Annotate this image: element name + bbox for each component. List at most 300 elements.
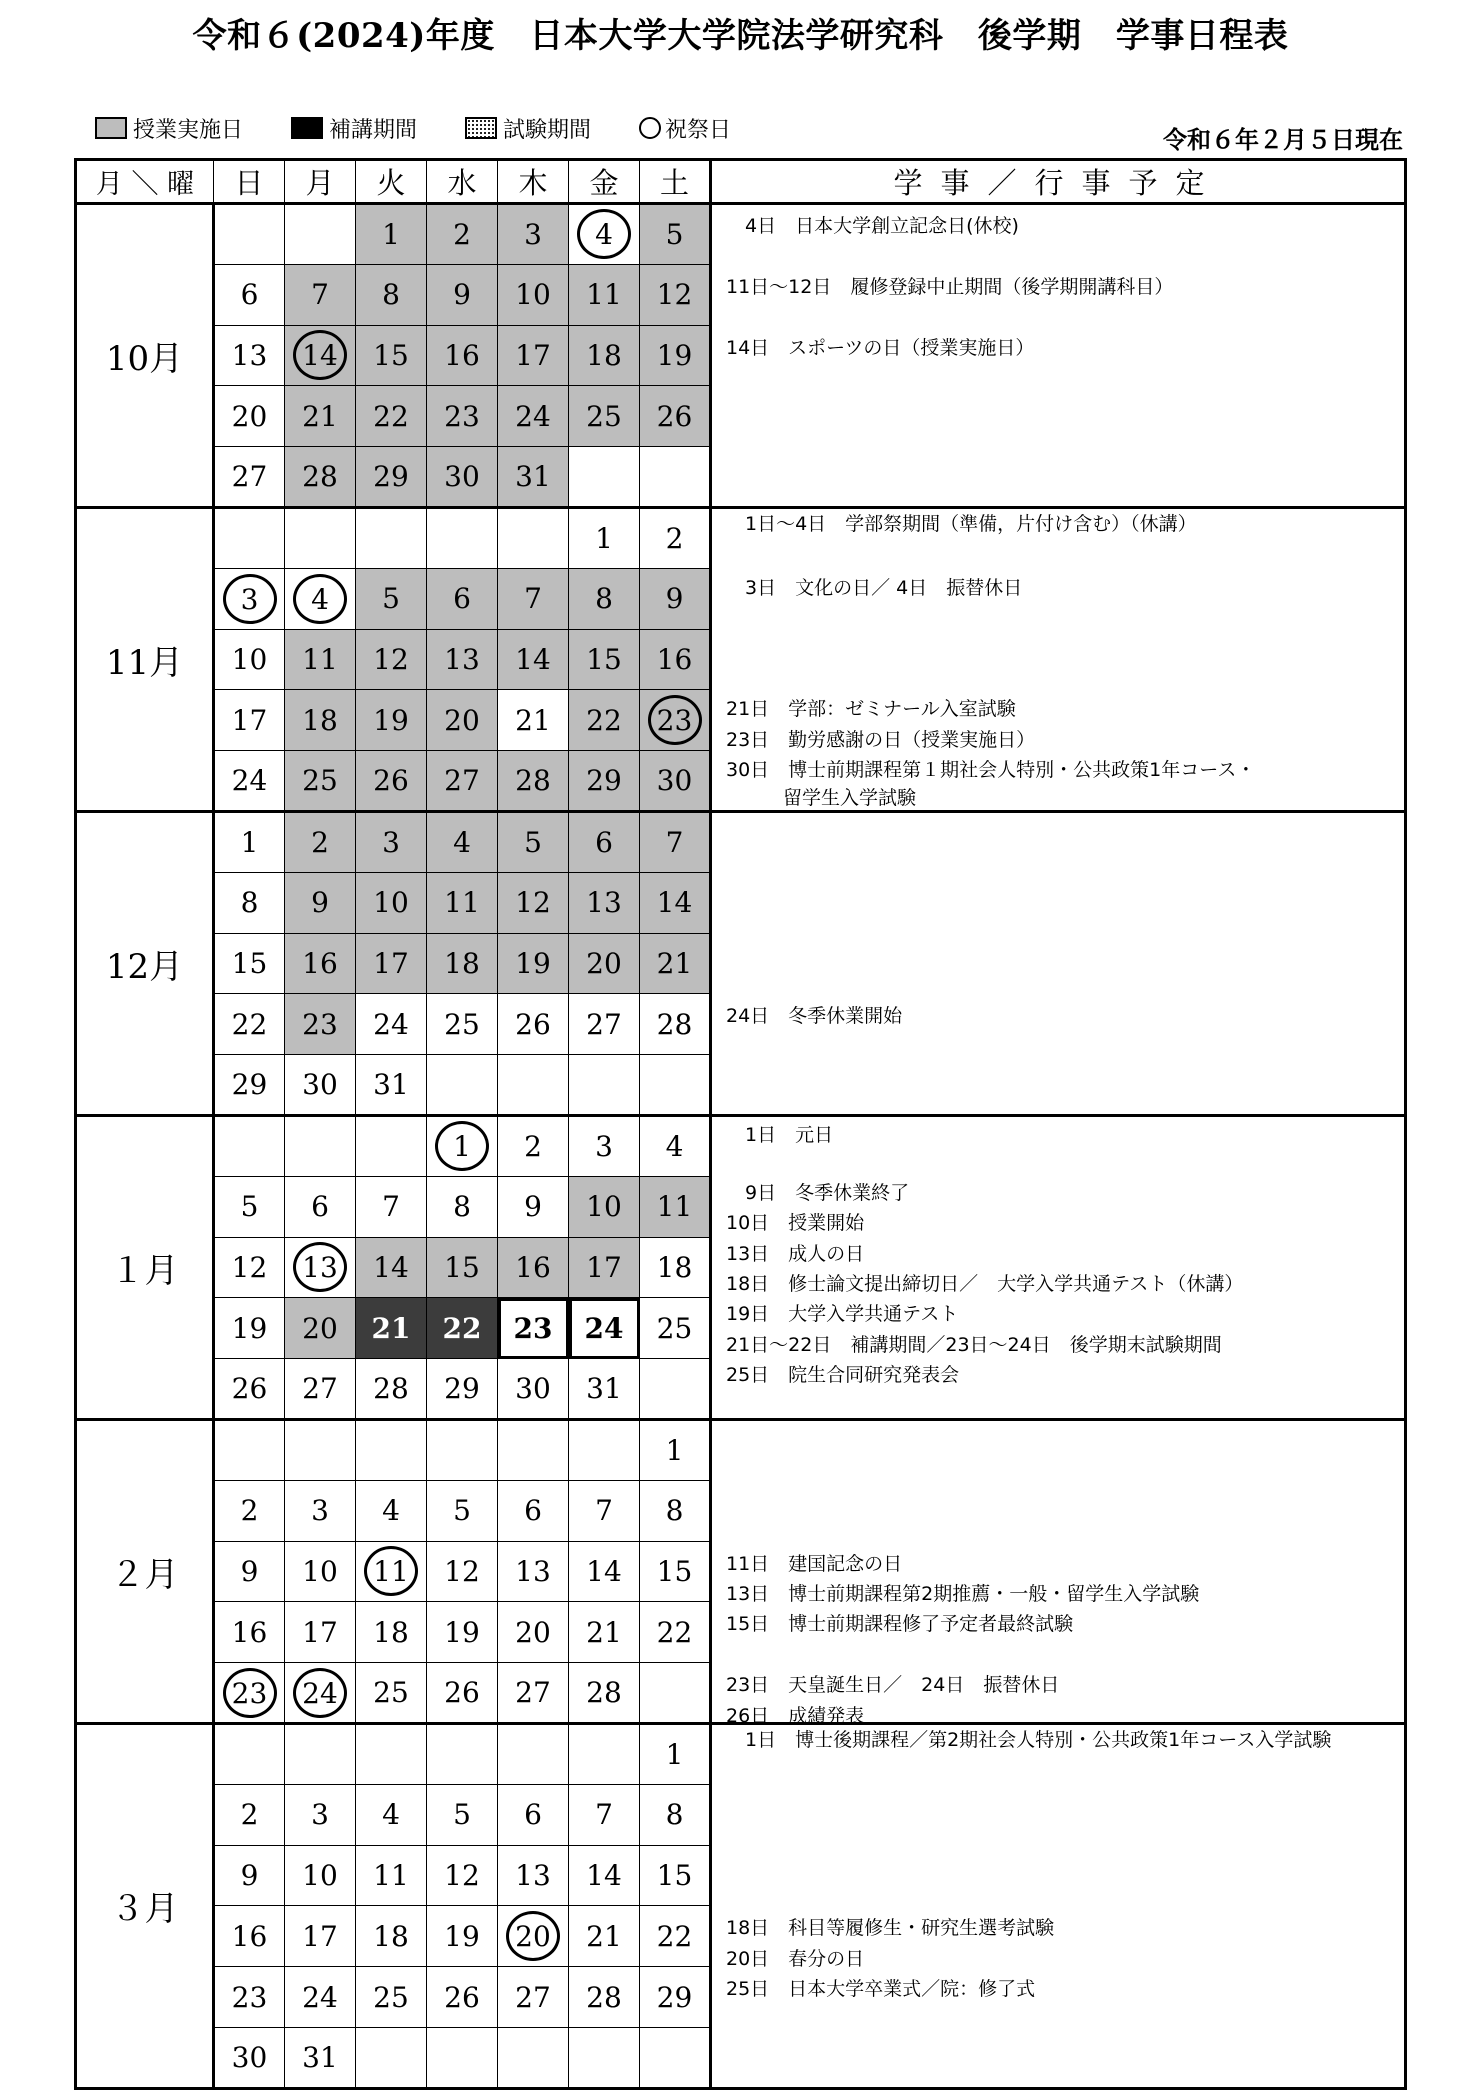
event-line: 11日 建国記念の日 xyxy=(726,1552,903,1575)
gray-swatch-icon xyxy=(95,117,127,139)
event-line: 24日 冬季休業開始 xyxy=(726,1005,903,1028)
day-cell: 31 xyxy=(569,1359,640,1420)
day-cell: 28 xyxy=(356,1359,427,1420)
day-cell: 25 xyxy=(569,386,640,447)
empty-day-cell xyxy=(285,507,356,568)
day-cell: 20 xyxy=(285,1298,356,1359)
day-cell: 10 xyxy=(285,1541,356,1602)
day-cell: 11 xyxy=(427,872,498,933)
day-cell xyxy=(285,325,356,386)
day-cell xyxy=(285,568,356,629)
day-cell: 12 xyxy=(214,1237,285,1298)
empty-day-cell xyxy=(640,1663,711,1724)
day-cell: 30 xyxy=(640,751,711,812)
day-cell: 10 xyxy=(356,872,427,933)
day-cell: 31 xyxy=(356,1055,427,1116)
empty-day-cell xyxy=(427,507,498,568)
empty-day-cell xyxy=(214,1723,285,1784)
legend-item-exam xyxy=(465,113,591,144)
day-cell xyxy=(285,1237,356,1298)
day-cell: 3 xyxy=(356,811,427,872)
day-cell: 22 xyxy=(214,994,285,1055)
day-cell: 15 xyxy=(427,1237,498,1298)
month-label: １月 xyxy=(76,1115,214,1419)
empty-day-cell xyxy=(285,204,356,265)
day-cell: 27 xyxy=(498,1967,569,2028)
month-label: 10月 xyxy=(76,204,214,508)
day-cell: 19 xyxy=(356,690,427,751)
day-cell: 18 xyxy=(640,1237,711,1298)
day-cell: 26 xyxy=(356,751,427,812)
day-cell: 22 xyxy=(569,690,640,751)
weekday-header: 火 xyxy=(356,160,427,204)
day-cell: 14 xyxy=(569,1845,640,1906)
event-line: 21日 学部：ゼミナール入室試験 xyxy=(726,698,1016,721)
day-cell: 16 xyxy=(285,933,356,994)
holiday-circle: 20 xyxy=(506,1911,560,1961)
empty-day-cell xyxy=(356,1723,427,1784)
day-cell: 16 xyxy=(640,629,711,690)
day-cell: 5 xyxy=(427,1784,498,1845)
day-cell: 6 xyxy=(427,568,498,629)
day-cell: 23 xyxy=(427,386,498,447)
event-line: 9日 冬季休業終了 xyxy=(726,1181,910,1204)
day-cell: 26 xyxy=(427,1967,498,2028)
day-cell: 13 xyxy=(569,872,640,933)
day-cell xyxy=(285,1663,356,1724)
empty-day-cell xyxy=(498,1055,569,1116)
day-cell: 19 xyxy=(498,933,569,994)
empty-day-cell xyxy=(427,1055,498,1116)
day-cell xyxy=(214,1663,285,1724)
day-cell: 6 xyxy=(285,1176,356,1237)
legend xyxy=(95,112,779,144)
day-cell: 27 xyxy=(569,994,640,1055)
weekday-header: 水 xyxy=(427,160,498,204)
day-cell: 15 xyxy=(356,325,427,386)
day-cell: 3 xyxy=(285,1784,356,1845)
day-cell: 5 xyxy=(214,1176,285,1237)
day-cell: 15 xyxy=(569,629,640,690)
month-label: 12月 xyxy=(76,811,214,1115)
event-line: 14日 スポーツの日（授業実施日） xyxy=(726,336,1035,359)
day-cell: 28 xyxy=(569,1967,640,2028)
day-cell xyxy=(214,568,285,629)
day-cell: 29 xyxy=(356,447,427,508)
day-cell xyxy=(498,1906,569,1967)
day-cell: 7 xyxy=(569,1784,640,1845)
empty-day-cell xyxy=(498,1723,569,1784)
black-swatch-icon xyxy=(291,117,323,139)
empty-day-cell xyxy=(569,2027,640,2088)
day-cell: 16 xyxy=(214,1906,285,1967)
holiday-circle: 23 xyxy=(223,1668,277,1718)
day-cell: 17 xyxy=(498,325,569,386)
event-line: 1日 博士後期課程／第2期社会人特別・公共政策1年コース入学試験 xyxy=(726,1728,1332,1751)
event-line: 25日 院生合同研究発表会 xyxy=(726,1364,960,1387)
day-cell: 23 xyxy=(285,994,356,1055)
day-cell: 12 xyxy=(640,264,711,325)
day-cell: 17 xyxy=(356,933,427,994)
event-line: 20日 春分の日 xyxy=(726,1947,865,1970)
empty-day-cell xyxy=(356,1115,427,1176)
week-row xyxy=(76,507,1406,568)
day-cell: 9 xyxy=(285,872,356,933)
legend-item-holiday xyxy=(639,113,731,144)
day-cell: 8 xyxy=(214,872,285,933)
weekday-header: 木 xyxy=(498,160,569,204)
holiday-circle: 13 xyxy=(293,1242,347,1292)
day-cell: 22 xyxy=(640,1602,711,1663)
day-cell: 18 xyxy=(356,1906,427,1967)
day-cell: 11 xyxy=(569,264,640,325)
empty-day-cell xyxy=(285,1723,356,1784)
day-cell: 7 xyxy=(569,1480,640,1541)
day-cell: 8 xyxy=(356,264,427,325)
holiday-circle: 24 xyxy=(293,1668,347,1718)
day-cell: 25 xyxy=(640,1298,711,1359)
week-row xyxy=(76,811,1406,872)
month-label: ２月 xyxy=(76,1419,214,1723)
day-cell: 24 xyxy=(285,1967,356,2028)
empty-day-cell xyxy=(214,204,285,265)
day-cell: 9 xyxy=(427,264,498,325)
day-cell: 21 xyxy=(640,933,711,994)
day-cell: 7 xyxy=(640,811,711,872)
day-cell: 4 xyxy=(356,1784,427,1845)
day-cell: 10 xyxy=(285,1845,356,1906)
day-cell: 24 xyxy=(214,751,285,812)
holiday-circle: 14 xyxy=(293,330,347,380)
holiday-circle: 11 xyxy=(364,1546,418,1596)
weekday-header: 日 xyxy=(214,160,285,204)
day-cell: 7 xyxy=(356,1176,427,1237)
event-line: 13日 成人の日 xyxy=(726,1242,865,1265)
event-line: 23日 天皇誕生日／ 24日 振替休日 xyxy=(726,1674,1060,1697)
day-cell: 13 xyxy=(427,629,498,690)
event-line: 10日 授業開始 xyxy=(726,1212,865,1235)
events-cell xyxy=(711,507,1406,811)
empty-day-cell xyxy=(640,1055,711,1116)
day-cell: 30 xyxy=(214,2027,285,2088)
legend-item-class-day xyxy=(95,113,243,144)
day-cell: 4 xyxy=(427,811,498,872)
day-cell: 19 xyxy=(427,1602,498,1663)
events-cell xyxy=(711,1419,1406,1727)
day-cell: 21 xyxy=(285,386,356,447)
day-cell: 2 xyxy=(640,507,711,568)
events-cell xyxy=(711,1115,1406,1419)
empty-day-cell xyxy=(356,1419,427,1480)
day-cell: 20 xyxy=(569,933,640,994)
empty-day-cell xyxy=(640,1359,711,1420)
day-cell: 2 xyxy=(498,1115,569,1176)
week-row xyxy=(76,1115,1406,1176)
day-cell: 18 xyxy=(285,690,356,751)
day-cell: 29 xyxy=(569,751,640,812)
day-cell: 12 xyxy=(498,872,569,933)
calendar-table xyxy=(74,158,1407,2090)
day-cell: 11 xyxy=(285,629,356,690)
day-cell: 29 xyxy=(427,1359,498,1420)
empty-day-cell xyxy=(427,1419,498,1480)
day-cell: 8 xyxy=(640,1784,711,1845)
empty-day-cell xyxy=(498,507,569,568)
event-line: 留学生入学試験 xyxy=(726,786,917,809)
empty-day-cell xyxy=(498,1419,569,1480)
legend-label: 試験期間 xyxy=(503,117,592,143)
event-line: 18日 修士論文提出締切日／ 大学入学共通テスト（休講） xyxy=(726,1272,1244,1295)
day-cell: 2 xyxy=(214,1784,285,1845)
day-cell: 23 xyxy=(498,1298,569,1359)
day-cell: 1 xyxy=(356,204,427,265)
day-cell: 23 xyxy=(214,1967,285,2028)
empty-day-cell xyxy=(285,1115,356,1176)
day-cell: 7 xyxy=(498,568,569,629)
holiday-circle: 4 xyxy=(577,209,631,259)
header-row xyxy=(76,160,1406,204)
weekday-header: 金 xyxy=(569,160,640,204)
day-cell: 3 xyxy=(285,1480,356,1541)
empty-day-cell xyxy=(569,1723,640,1784)
month-label: ３月 xyxy=(76,1723,214,2088)
day-cell: 25 xyxy=(356,1967,427,2028)
day-cell: 12 xyxy=(427,1541,498,1602)
day-cell: 11 xyxy=(356,1845,427,1906)
day-cell: 6 xyxy=(498,1480,569,1541)
week-row xyxy=(76,1723,1406,1784)
day-cell: 16 xyxy=(427,325,498,386)
day-cell: 18 xyxy=(569,325,640,386)
day-cell: 22 xyxy=(427,1298,498,1359)
holiday-circle: 23 xyxy=(648,695,702,745)
day-cell xyxy=(356,1541,427,1602)
day-cell: 21 xyxy=(569,1906,640,1967)
holiday-circle: 1 xyxy=(435,1121,489,1171)
day-cell: 30 xyxy=(427,447,498,508)
day-cell: 3 xyxy=(569,1115,640,1176)
event-line: 26日 成績発表 xyxy=(726,1704,865,1727)
day-cell: 28 xyxy=(640,994,711,1055)
page-title: 令和６(2024)年度 日本大学大学院法学研究科 後学期 学事日程表 xyxy=(192,16,1289,56)
day-cell: 7 xyxy=(285,264,356,325)
day-cell: 19 xyxy=(640,325,711,386)
events-cell xyxy=(711,811,1406,1115)
event-line: 15日 博士前期課程修了予定者最終試験 xyxy=(726,1613,1074,1636)
day-cell: 5 xyxy=(427,1480,498,1541)
week-row xyxy=(76,204,1406,265)
day-cell: 27 xyxy=(285,1359,356,1420)
empty-day-cell xyxy=(569,1055,640,1116)
weekday-header: 土 xyxy=(640,160,711,204)
month-weekday-header: 月 ＼ 曜 xyxy=(76,160,214,204)
day-cell: 10 xyxy=(569,1176,640,1237)
day-cell: 4 xyxy=(356,1480,427,1541)
day-cell: 15 xyxy=(640,1541,711,1602)
event-line: 4日 日本大学創立記念日(休校) xyxy=(726,215,1019,238)
day-cell: 21 xyxy=(569,1602,640,1663)
day-cell: 22 xyxy=(640,1906,711,1967)
day-cell: 31 xyxy=(285,2027,356,2088)
day-cell: 12 xyxy=(356,629,427,690)
events-header: 学事／行事予定 xyxy=(711,160,1406,204)
day-cell: 25 xyxy=(356,1663,427,1724)
day-cell: 12 xyxy=(427,1845,498,1906)
events-cell xyxy=(711,1723,1406,2088)
day-cell: 8 xyxy=(640,1480,711,1541)
day-cell: 9 xyxy=(214,1541,285,1602)
day-cell: 9 xyxy=(214,1845,285,1906)
day-cell: 1 xyxy=(640,1419,711,1480)
legend-label: 補講期間 xyxy=(329,117,418,143)
day-cell: 27 xyxy=(427,751,498,812)
day-cell: 24 xyxy=(356,994,427,1055)
day-cell: 19 xyxy=(214,1298,285,1359)
event-line: 19日 大学入学共通テスト xyxy=(726,1303,959,1326)
empty-day-cell xyxy=(640,447,711,508)
day-cell: 2 xyxy=(214,1480,285,1541)
empty-day-cell xyxy=(356,507,427,568)
day-cell: 5 xyxy=(356,568,427,629)
empty-day-cell xyxy=(498,2027,569,2088)
day-cell: 29 xyxy=(214,1055,285,1116)
day-cell: 29 xyxy=(640,1967,711,2028)
legend-label: 授業実施日 xyxy=(133,117,244,143)
day-cell: 28 xyxy=(285,447,356,508)
day-cell: 16 xyxy=(498,1237,569,1298)
day-cell: 27 xyxy=(498,1663,569,1724)
empty-day-cell xyxy=(285,1419,356,1480)
day-cell: 14 xyxy=(640,872,711,933)
circle-icon xyxy=(639,117,661,139)
event-line: 18日 科目等履修生・研究生選考試験 xyxy=(726,1917,1055,1940)
day-cell: 18 xyxy=(427,933,498,994)
day-cell: 5 xyxy=(640,204,711,265)
event-line: 25日 日本大学卒業式／院：修了式 xyxy=(726,1978,1036,2001)
day-cell: 30 xyxy=(285,1055,356,1116)
event-line: 21日～22日 補講期間／23日～24日 後学期末試験期間 xyxy=(726,1333,1222,1356)
day-cell: 4 xyxy=(640,1115,711,1176)
day-cell: 2 xyxy=(285,811,356,872)
day-cell: 13 xyxy=(498,1845,569,1906)
event-line: 23日 勤労感謝の日（授業実施日） xyxy=(726,728,1036,751)
day-cell: 6 xyxy=(214,264,285,325)
day-cell: 26 xyxy=(640,386,711,447)
empty-day-cell xyxy=(427,1723,498,1784)
day-cell: 16 xyxy=(214,1602,285,1663)
day-cell: 14 xyxy=(569,1541,640,1602)
day-cell: 10 xyxy=(214,629,285,690)
day-cell: 20 xyxy=(498,1602,569,1663)
day-cell: 1 xyxy=(569,507,640,568)
as-of-date: 令和６年２月５日現在 xyxy=(1163,126,1403,154)
calendar-body xyxy=(76,204,1406,2089)
day-cell: 6 xyxy=(569,811,640,872)
day-cell: 24 xyxy=(569,1298,640,1359)
day-cell: 15 xyxy=(214,933,285,994)
day-cell: 13 xyxy=(498,1541,569,1602)
empty-day-cell xyxy=(214,1419,285,1480)
empty-day-cell xyxy=(427,2027,498,2088)
empty-day-cell xyxy=(356,2027,427,2088)
empty-day-cell xyxy=(640,2027,711,2088)
day-cell: 20 xyxy=(214,386,285,447)
day-cell: 19 xyxy=(427,1906,498,1967)
day-cell: 26 xyxy=(214,1359,285,1420)
empty-day-cell xyxy=(569,447,640,508)
holiday-circle: 3 xyxy=(223,574,277,624)
event-line: 11日～12日 履修登録中止期間（後学期開講科目） xyxy=(726,275,1174,298)
weekday-header: 月 xyxy=(285,160,356,204)
day-cell: 6 xyxy=(498,1784,569,1845)
day-cell: 2 xyxy=(427,204,498,265)
empty-day-cell xyxy=(214,507,285,568)
day-cell: 24 xyxy=(498,386,569,447)
day-cell xyxy=(569,204,640,265)
week-row xyxy=(76,1419,1406,1480)
day-cell xyxy=(640,690,711,751)
legend-label: 祝祭日 xyxy=(665,117,732,143)
day-cell: 18 xyxy=(356,1602,427,1663)
holiday-circle: 4 xyxy=(293,574,347,624)
empty-day-cell xyxy=(214,1115,285,1176)
events-cell xyxy=(711,204,1406,508)
day-cell: 14 xyxy=(356,1237,427,1298)
day-cell: 30 xyxy=(498,1359,569,1420)
day-cell: 15 xyxy=(640,1845,711,1906)
event-line: 13日 博士前期課程第2期推薦・一般・留学生入学試験 xyxy=(726,1583,1200,1606)
day-cell: 17 xyxy=(285,1906,356,1967)
day-cell: 21 xyxy=(356,1298,427,1359)
empty-day-cell xyxy=(569,1419,640,1480)
event-line: 30日 博士前期課程第１期社会人特別・公共政策1年コース・ xyxy=(726,759,1256,782)
day-cell: 9 xyxy=(498,1176,569,1237)
dotted-swatch-icon xyxy=(465,117,497,139)
day-cell: 25 xyxy=(427,994,498,1055)
event-line: 1日 元日 xyxy=(726,1123,834,1146)
day-cell: 27 xyxy=(214,447,285,508)
day-cell: 22 xyxy=(356,386,427,447)
day-cell: 17 xyxy=(285,1602,356,1663)
day-cell: 9 xyxy=(640,568,711,629)
day-cell: 14 xyxy=(498,629,569,690)
day-cell: 13 xyxy=(214,325,285,386)
day-cell: 25 xyxy=(285,751,356,812)
day-cell: 21 xyxy=(498,690,569,751)
day-cell: 17 xyxy=(569,1237,640,1298)
day-cell: 5 xyxy=(498,811,569,872)
day-cell: 10 xyxy=(498,264,569,325)
day-cell: 20 xyxy=(427,690,498,751)
day-cell: 8 xyxy=(427,1176,498,1237)
day-cell: 26 xyxy=(427,1663,498,1724)
month-label: 11月 xyxy=(76,507,214,811)
day-cell xyxy=(427,1115,498,1176)
day-cell: 31 xyxy=(498,447,569,508)
event-line: 3日 文化の日／ 4日 振替休日 xyxy=(726,576,1023,599)
day-cell: 26 xyxy=(498,994,569,1055)
day-cell: 11 xyxy=(640,1176,711,1237)
day-cell: 1 xyxy=(214,811,285,872)
day-cell: 3 xyxy=(498,204,569,265)
event-line: 1日～4日 学部祭期間（準備，片付け含む）（休講） xyxy=(726,512,1197,535)
day-cell: 28 xyxy=(569,1663,640,1724)
day-cell: 1 xyxy=(640,1723,711,1784)
day-cell: 28 xyxy=(498,751,569,812)
day-cell: 17 xyxy=(214,690,285,751)
day-cell: 8 xyxy=(569,568,640,629)
legend-item-makeup xyxy=(291,113,417,144)
